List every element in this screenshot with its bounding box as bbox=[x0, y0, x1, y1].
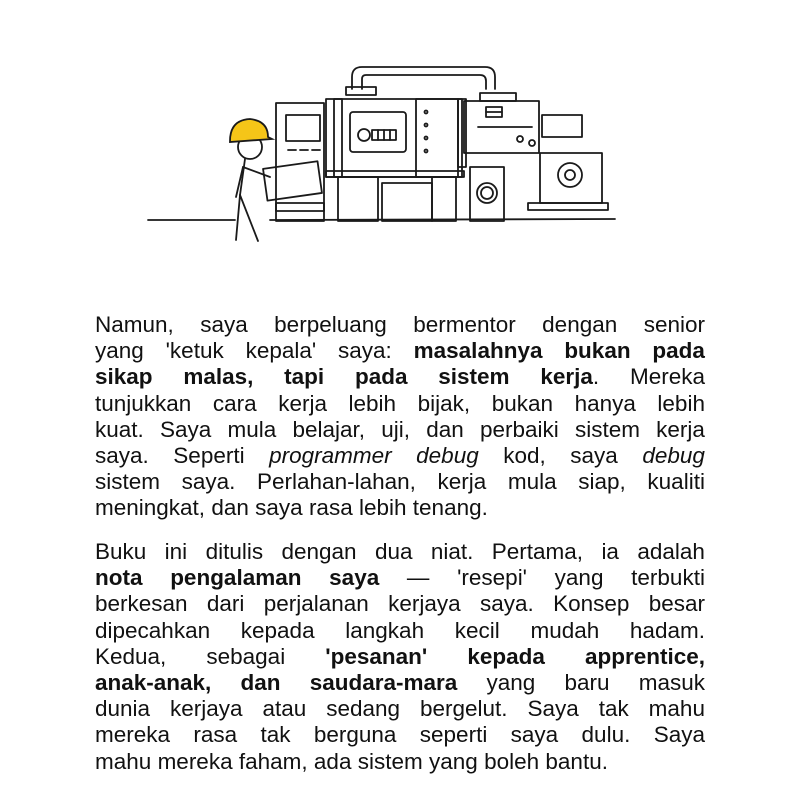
body-text: sistem bbox=[357, 748, 423, 774]
text-line bbox=[95, 618, 705, 644]
body-text: dengan bbox=[542, 312, 618, 337]
body-text: mudah bbox=[530, 617, 600, 643]
text-line bbox=[95, 469, 705, 495]
body-text: perjalanan bbox=[263, 591, 369, 617]
body-text: bermentor bbox=[413, 312, 516, 337]
text-line bbox=[95, 312, 705, 338]
body-text: bantu. bbox=[545, 748, 608, 774]
body-text: mula bbox=[507, 469, 557, 495]
text-line bbox=[95, 749, 705, 775]
text-line bbox=[95, 722, 705, 748]
body-text: kepala' bbox=[245, 338, 317, 364]
text-line bbox=[95, 417, 705, 443]
body-text: mahu bbox=[648, 696, 705, 722]
bold-text: 'pesanan' bbox=[325, 643, 428, 669]
body-text: kerja bbox=[278, 390, 327, 416]
body-text: saya bbox=[570, 442, 618, 468]
body-text: berkesan bbox=[95, 591, 188, 617]
main-body bbox=[326, 99, 462, 177]
bold-text: pada bbox=[354, 364, 408, 390]
body-text: Saya bbox=[159, 416, 212, 442]
body-text: baru bbox=[564, 669, 610, 695]
body-text: mereka bbox=[157, 748, 233, 774]
worker-machine-illustration bbox=[140, 55, 620, 255]
italic-text: programmer bbox=[269, 442, 392, 468]
bold-text: tapi bbox=[284, 364, 325, 390]
body-text: Saya bbox=[653, 722, 705, 748]
text-line bbox=[95, 644, 705, 670]
paragraph-2 bbox=[95, 539, 705, 775]
body-text: lebih bbox=[657, 390, 705, 416]
body-text: kerja bbox=[437, 469, 487, 495]
helmet-icon bbox=[230, 119, 272, 142]
body-text: tunjukkan bbox=[95, 390, 192, 416]
text-line bbox=[95, 591, 705, 617]
body-text: besar bbox=[648, 591, 705, 617]
body-text: yang bbox=[486, 669, 536, 695]
body-text: lebih bbox=[358, 495, 407, 521]
text-line bbox=[95, 495, 705, 521]
body-text: saya bbox=[510, 722, 559, 748]
bold-text: anak-anak, bbox=[95, 669, 212, 695]
body-text: Buku bbox=[95, 539, 147, 564]
text-line bbox=[95, 565, 705, 591]
bold-text: masalahnya bbox=[413, 338, 543, 364]
bold-text: pengalaman bbox=[170, 565, 302, 591]
body-text: dua bbox=[374, 539, 413, 564]
body-text: terbukti bbox=[631, 565, 705, 591]
body-text: dipecahkan bbox=[95, 617, 211, 643]
body-text: sistem bbox=[574, 416, 640, 442]
body-text: — bbox=[406, 565, 430, 591]
body-text: sistem bbox=[95, 469, 161, 495]
body-text: kualiti bbox=[647, 469, 705, 495]
bold-text: sistem bbox=[438, 364, 510, 390]
bold-text: malas, bbox=[183, 364, 254, 390]
text-line bbox=[95, 670, 705, 696]
bold-text: saudara-mara bbox=[309, 669, 458, 695]
body-text: kepada bbox=[240, 617, 315, 643]
body-text: kerjaya bbox=[170, 696, 243, 722]
body-text: dengan bbox=[281, 539, 357, 564]
body-text: . bbox=[592, 364, 600, 390]
bold-text: nota bbox=[95, 565, 143, 591]
body-text: niat. bbox=[430, 539, 474, 564]
bold-text: saya bbox=[329, 565, 380, 591]
body-text: ia bbox=[601, 539, 619, 564]
body-text: sedang bbox=[326, 696, 401, 722]
italic-text: debug bbox=[642, 442, 705, 468]
body-text: bijak, bbox=[417, 390, 471, 416]
body-text: masuk bbox=[638, 669, 705, 695]
body-text: mahu bbox=[95, 748, 152, 774]
body-text: kuat. bbox=[95, 416, 144, 442]
body-text: Saya bbox=[527, 696, 579, 722]
body-text: kod, bbox=[503, 442, 546, 468]
body-text: yang bbox=[554, 565, 604, 591]
body-text: hadam. bbox=[629, 617, 705, 643]
body-text: ada bbox=[313, 748, 352, 774]
body-text: mereka bbox=[95, 722, 171, 748]
bold-text: pada bbox=[652, 338, 705, 364]
text-line bbox=[95, 364, 705, 390]
body-text: 'resepi' bbox=[457, 565, 527, 591]
text-line bbox=[95, 539, 705, 565]
body-text: saya. bbox=[181, 469, 236, 495]
body-text: ini bbox=[164, 539, 188, 564]
body-text: berguna bbox=[313, 722, 397, 748]
body-text: langkah bbox=[345, 617, 425, 643]
body-text: saya. bbox=[95, 442, 149, 468]
body-text: faham, bbox=[238, 748, 308, 774]
body-text: Mereka bbox=[629, 364, 705, 390]
bold-text: apprentice, bbox=[584, 643, 705, 669]
body-text: saya: bbox=[338, 338, 392, 364]
body-text: dunia bbox=[95, 696, 151, 722]
body-text: saya bbox=[200, 312, 248, 337]
body-text: meningkat, bbox=[95, 495, 206, 521]
text-line bbox=[95, 696, 705, 722]
body-text: tak bbox=[260, 722, 291, 748]
body-text: perbaiki bbox=[479, 416, 559, 442]
body-text: dari bbox=[206, 591, 245, 617]
body-text: belajar, bbox=[292, 416, 366, 442]
body-text: dan bbox=[426, 416, 464, 442]
body-text: seperti bbox=[419, 722, 488, 748]
body-text: Perlahan-lahan, bbox=[257, 469, 416, 495]
bold-text: kepada bbox=[467, 643, 545, 669]
bold-text: bukan bbox=[564, 338, 631, 364]
body-text: rasa bbox=[308, 495, 353, 521]
body-text: boleh bbox=[484, 748, 540, 774]
body-text: berpeluang bbox=[274, 312, 387, 337]
italic-text: debug bbox=[416, 442, 479, 468]
worker-figure bbox=[230, 119, 272, 241]
body-text: kecil bbox=[454, 617, 500, 643]
body-text: mula bbox=[227, 416, 277, 442]
body-text: atau bbox=[262, 696, 307, 722]
body-text: dan bbox=[211, 495, 249, 521]
body-text: cara bbox=[212, 390, 257, 416]
body-text: uji, bbox=[381, 416, 410, 442]
body-text: 'ketuk bbox=[165, 338, 224, 364]
body-text: sebagai bbox=[206, 643, 286, 669]
pipe bbox=[352, 67, 495, 89]
bold-text: dan bbox=[240, 669, 281, 695]
paragraph-1 bbox=[95, 312, 705, 522]
body-text: adalah bbox=[637, 539, 705, 564]
body-text: Pertama, bbox=[491, 539, 584, 564]
body-text: yang bbox=[429, 748, 478, 774]
body-text: yang bbox=[95, 338, 144, 364]
body-text: kerja bbox=[656, 416, 705, 442]
gear-icon bbox=[358, 129, 370, 141]
bold-text: sikap bbox=[95, 364, 153, 390]
text-line bbox=[95, 391, 705, 417]
bold-text: kerja bbox=[540, 364, 593, 390]
body-text: Konsep bbox=[553, 591, 630, 617]
text-line bbox=[95, 338, 705, 364]
body-text: saya. bbox=[479, 591, 534, 617]
body-text: lebih bbox=[348, 390, 397, 416]
body-text: Namun, bbox=[95, 312, 174, 337]
body-text: hanya bbox=[574, 390, 636, 416]
control-panel bbox=[263, 161, 322, 200]
text-line bbox=[95, 443, 705, 469]
body-text: senior bbox=[643, 312, 705, 337]
body-text: saya bbox=[255, 495, 303, 521]
body-text: tenang. bbox=[412, 495, 488, 521]
body-text: bergelut. bbox=[419, 696, 508, 722]
body-text: kerjaya bbox=[388, 591, 461, 617]
body-text: Seperti bbox=[173, 442, 245, 468]
body-text: ditulis bbox=[205, 539, 264, 564]
body-text: Kedua, bbox=[95, 643, 167, 669]
body-text: bukan bbox=[491, 390, 554, 416]
body-text: tak bbox=[598, 696, 629, 722]
body-text: siap, bbox=[578, 469, 626, 495]
body-text: rasa bbox=[193, 722, 238, 748]
body-text: dulu. bbox=[581, 722, 631, 748]
